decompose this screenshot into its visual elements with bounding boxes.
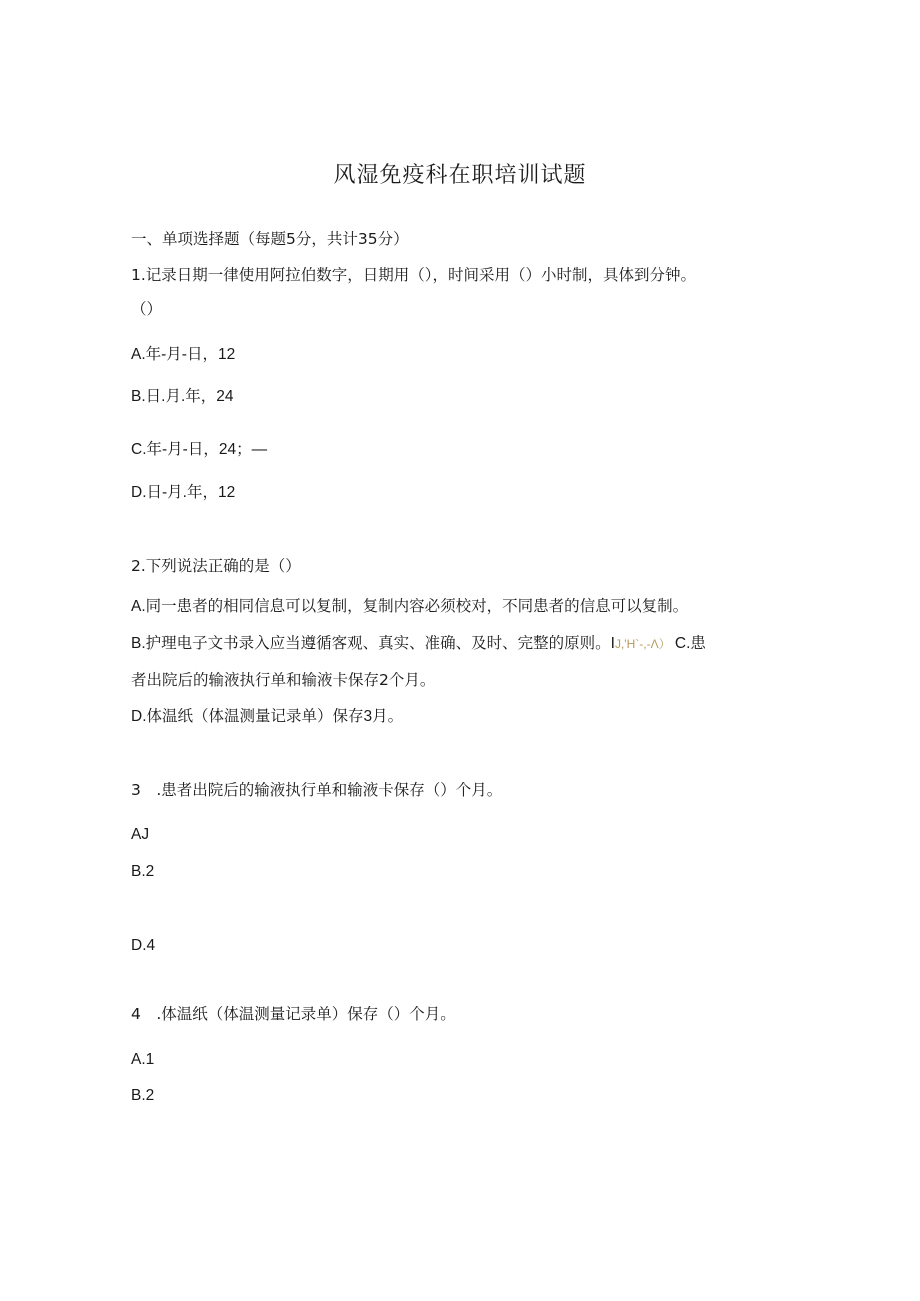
question-1-stem: 1.记录日期一律使用阿拉伯数字，日期用（），时间采用（）小时制，具体到分钟。 bbox=[131, 266, 697, 284]
question-3-option-d: D.4 bbox=[131, 937, 156, 954]
question-1-option-b: B.日.月.年，24 bbox=[131, 388, 234, 405]
question-2-option-c-cont: 者出院后的输液执行单和输液卡保存2个月。 bbox=[131, 671, 436, 689]
question-1-option-a: A.年-月-日，12 bbox=[131, 346, 236, 363]
question-2-stem: 2.下列说法正确的是（） bbox=[131, 557, 301, 575]
question-2-option-d: D.体温纸（体温测量记录单）保存3月。 bbox=[131, 708, 404, 725]
question-3-stem: 3 .患者出院后的输液执行单和输液卡保存（）个月。 bbox=[131, 781, 503, 799]
question-2-option-a: A.同一患者的相同信息可以复制，复制内容必须校对，不同患者的信息可以复制。 bbox=[131, 598, 689, 615]
question-1-option-c: C.年-月-日，24；— bbox=[131, 441, 268, 458]
question-1-option-d: D.日-月.年，12 bbox=[131, 484, 236, 501]
question-3-option-a: AJ bbox=[131, 826, 150, 843]
question-2-option-b-line bbox=[131, 634, 706, 654]
question-4-option-a: A.1 bbox=[131, 1051, 155, 1068]
question-4-option-b: B.2 bbox=[131, 1087, 155, 1104]
question-2-option-b: B.护理电子文书录入应当遵循客观、真实、准确、及时、完整的原则。I bbox=[131, 635, 615, 652]
section-heading: 一、单项选择题（每题5分，共计35分） bbox=[131, 230, 409, 248]
scan-noise-text: J,'H`-,-Λ） bbox=[614, 637, 671, 651]
question-1-stem-cont: （） bbox=[131, 300, 163, 318]
question-4-stem: 4 .体温纸（体温测量记录单）保存（）个月。 bbox=[131, 1005, 456, 1023]
question-2-option-c-start: C.患 bbox=[670, 635, 706, 652]
document-title: 风湿免疫科在职培训试题 bbox=[333, 163, 587, 188]
question-3-option-b: B.2 bbox=[131, 863, 155, 880]
